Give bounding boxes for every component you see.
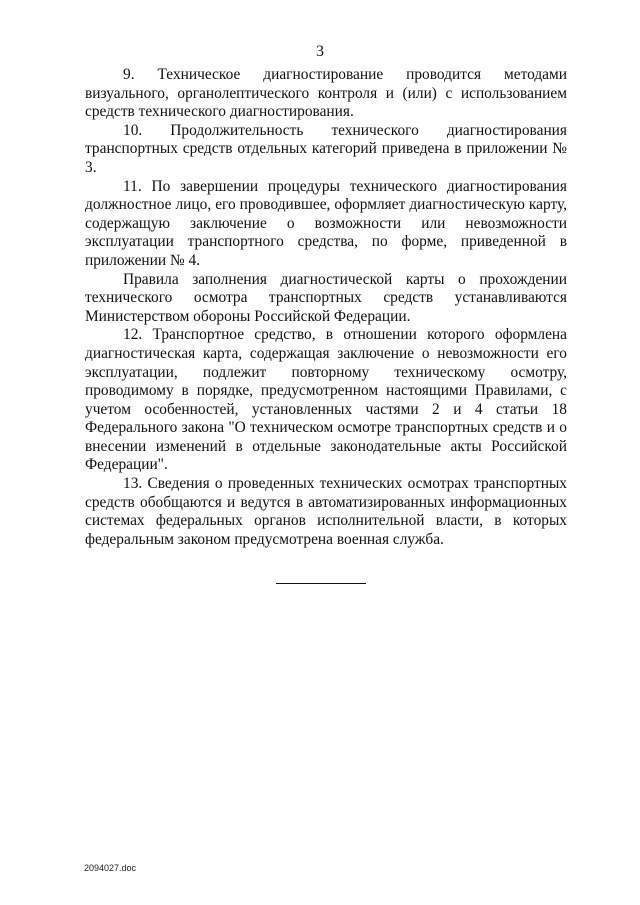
end-divider-line: [276, 583, 366, 584]
paragraph-9: 9. Техническое диагностирование проводится методами визуального, органолептического контроля и (или) с использованием средств технического диагностирования.: [85, 66, 567, 121]
paragraph-10: 10. Продолжительность технического диагностирования транспортных средств отдельных категорий приведена в приложении № 3.: [85, 121, 567, 176]
page-number: 3: [316, 43, 324, 60]
paragraph-diagnostic-card-rules: Правила заполнения диагностической карты о прохождении технического осмотра транспортных средств устанавливаются Министерством обороны Российской Федерации.: [85, 270, 567, 325]
paragraph-11: 11. По завершении процедуры технического диагностирования должностное лицо, его проводившее, оформляет диагностическую карту, содержащую заключение о возможности или невозможности эксплуатации транспортного средства, по форме, приведенной в приложении № 4.: [85, 177, 567, 269]
paragraph-12: 12. Транспортное средство, в отношении которого оформлена диагностическая карта, содержащая заключение о невозможности его эксплуатации, подлежит повторному техническому осмотру, проводимому в порядке, предусмотренном настоящими Правилами, с учетом особенностей, установленных частями 2 и 4 статьи 18 Федерального закона "О техническом осмотре транспортных средств и о внесении изменений в отдельные законодательные акты Российской Федерации".: [85, 326, 567, 474]
document-body: [85, 66, 567, 549]
paragraph-13: 13. Сведения о проведенных технических осмотрах транспортных средств обобщаются и ведутся в автоматизированных информационных системах федеральных органов исполнительной власти, в которых федеральным законом предусмотрена военная служба.: [85, 475, 567, 548]
footer-filename: 2094027.doc: [84, 863, 137, 873]
